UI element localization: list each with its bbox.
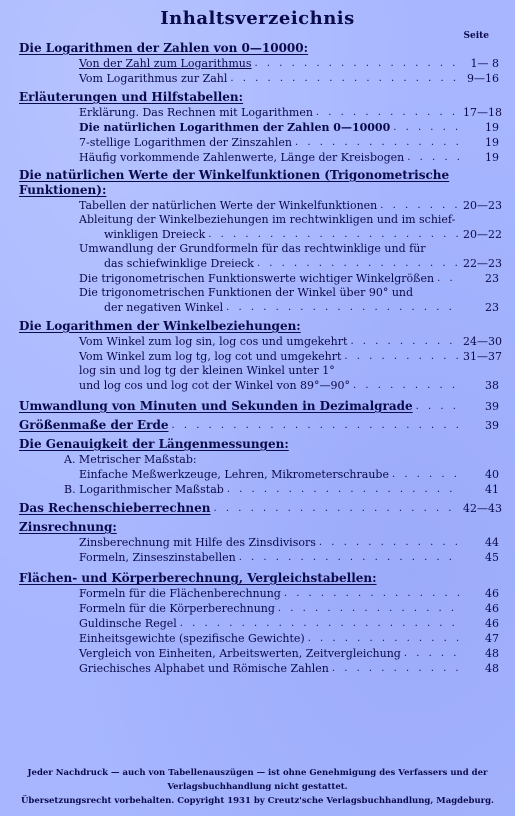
- toc-entry-page: 39: [485, 400, 499, 413]
- toc-entry-page: 48: [485, 647, 499, 660]
- page-column-label: Seite: [463, 31, 489, 41]
- toc-entry-page: 17—18: [463, 106, 502, 119]
- toc-entry[interactable]: [19, 661, 499, 676]
- toc-entry[interactable]: [19, 616, 499, 631]
- toc-entry-page: 44: [485, 536, 499, 549]
- toc-entry-page: 47: [485, 632, 499, 645]
- toc-entry-text: Tabellen der natürlichen Werte der Winkelfunktionen: [79, 199, 378, 212]
- toc-entry[interactable]: [19, 242, 502, 271]
- toc-entry-page: 46: [485, 617, 499, 630]
- toc-entry[interactable]: [19, 71, 499, 86]
- toc-entry-text: Vom Winkel zum log tg, log cot und umgekehrt: [79, 350, 342, 363]
- leader-dots: [380, 198, 460, 213]
- toc-entry-text: Einfache Meßwerkzeuge, Lehren, Mikrometerschraube: [79, 468, 389, 481]
- toc-entry[interactable]: [19, 467, 499, 482]
- toc-entry-text: Formeln für die Flächenberechnung: [79, 587, 281, 600]
- toc-entry[interactable]: [19, 105, 502, 120]
- toc-section-heading[interactable]: Zinsrechnung:: [19, 520, 117, 534]
- footer-line: Jeder Nachdruck — auch von Tabellenauszügen — ist ohne Genehmigung des Verfassers und der: [27, 768, 488, 778]
- leader-dots: [295, 135, 460, 150]
- toc-entry-page: 31—37: [463, 350, 502, 363]
- toc-entry-text: Die natürlichen Logarithmen der Zahlen 0—10000: [79, 121, 391, 134]
- toc-entry[interactable]: [19, 120, 499, 135]
- toc-entry[interactable]: [19, 198, 502, 213]
- leader-dots: [319, 535, 460, 550]
- leader-dots: [407, 150, 460, 165]
- leader-dots: [353, 378, 460, 393]
- leader-dots: [350, 334, 460, 349]
- toc-entry-text: Vom Logarithmus zur Zahl: [79, 72, 228, 85]
- toc-entry-page: 1— 8: [470, 57, 499, 70]
- leader-dots: [239, 550, 460, 565]
- copyright-footer: [14, 766, 501, 808]
- toc-entry[interactable]: [19, 213, 502, 242]
- toc-entry-page: 39: [485, 419, 499, 432]
- toc-entry[interactable]: [19, 271, 499, 286]
- toc-heading-line: Funktionen):: [19, 183, 107, 197]
- toc-entry-page: 40: [485, 468, 499, 481]
- toc-entry-text: der negativen Winkel: [104, 301, 224, 314]
- leader-dots: [226, 300, 460, 315]
- toc-entry[interactable]: [19, 586, 499, 601]
- leader-dots: [278, 601, 460, 616]
- leader-dots: [316, 105, 460, 120]
- toc-entry[interactable]: [19, 500, 502, 516]
- toc-section-heading: Größenmaße der Erde: [19, 418, 169, 432]
- leader-dots: [404, 646, 460, 661]
- leader-dots: [332, 661, 460, 676]
- toc-entry-page: 48: [485, 662, 499, 675]
- toc-entry-page: 38: [485, 379, 499, 392]
- toc-section-heading[interactable]: Die Logarithmen der Winkelbeziehungen:: [19, 319, 301, 333]
- toc-entry-text: Umwandlung der Grundformeln für das rechtwinklige und für: [79, 242, 426, 255]
- toc-entry[interactable]: [19, 349, 502, 364]
- toc-entry-text: Vergleich von Einheiten, Arbeitswerten, Zeitvergleichung: [79, 647, 401, 660]
- toc-entry[interactable]: [19, 398, 499, 414]
- toc-entry-text: und log cos und log cot der Winkel von 89°—90°: [79, 379, 351, 392]
- toc-section-heading: Das Rechenschieberrechnen: [19, 501, 211, 515]
- toc-entry-page: 23: [485, 301, 499, 314]
- leader-dots: [257, 256, 460, 271]
- toc-entry[interactable]: [19, 601, 499, 616]
- leader-dots: [308, 631, 460, 646]
- toc-entry[interactable]: [19, 150, 499, 165]
- toc-section-heading[interactable]: Die Logarithmen der Zahlen von 0—10000:: [19, 41, 309, 55]
- leader-dots: [392, 467, 460, 482]
- toc-entry[interactable]: [19, 535, 499, 550]
- toc-entry-text: Einheitsgewichte (spezifische Gewichte): [79, 632, 305, 645]
- toc-entry-page: 22—23: [463, 257, 502, 270]
- toc-entry-text: log sin und log tg der kleinen Winkel unter 1°: [79, 364, 335, 377]
- toc-entry-page: 24—30: [463, 335, 502, 348]
- toc-entry[interactable]: [19, 550, 499, 565]
- toc-entry-page: 19: [485, 136, 499, 149]
- toc-entry[interactable]: [19, 334, 502, 349]
- toc-entry-text: Ableitung der Winkelbeziehungen im rechtwinkligen und im schief-: [79, 213, 456, 226]
- leader-dots: [208, 227, 460, 242]
- toc-section-heading: Umwandlung von Minuten und Sekunden in Dezimalgrade: [19, 399, 413, 413]
- toc-entry-text: 7-stellige Logarithmen der Zinszahlen: [79, 136, 292, 149]
- toc-entry-text: Formeln für die Körperberechnung: [79, 602, 275, 615]
- toc-entry-text: Formeln, Zinseszinstabellen: [79, 551, 236, 564]
- toc-entry-page: 41: [485, 483, 499, 496]
- toc-subheading: A. Metrischer Maßstab:: [64, 453, 197, 466]
- toc-entry-text: Von der Zahl zum Logarithmus: [79, 57, 252, 70]
- toc-entry-page: 19: [485, 151, 499, 164]
- leader-dots: [230, 71, 460, 86]
- toc-section-heading[interactable]: Die Genauigkeit der Längenmessungen:: [19, 437, 289, 451]
- page-title: Inhaltsverzeichnis: [160, 8, 355, 29]
- toc-entry[interactable]: [19, 646, 499, 661]
- toc-entry[interactable]: [19, 364, 499, 393]
- toc-entry-text: Die trigonometrischen Funktionswerte wichtiger Winkelgrößen: [79, 272, 435, 285]
- toc-entry-page: 23: [485, 272, 499, 285]
- leader-dots: [227, 482, 460, 497]
- toc-entry[interactable]: [19, 286, 499, 315]
- leader-dots: [255, 56, 460, 71]
- leader-dots: [284, 586, 460, 601]
- leader-dots: [437, 271, 460, 286]
- toc-entry[interactable]: [19, 417, 499, 433]
- toc-section-heading[interactable]: Erläuterungen und Hilfstabellen:: [19, 90, 244, 104]
- leader-dots: [393, 120, 460, 135]
- toc-entry-page: 20—22: [463, 228, 502, 241]
- toc-entry-text: Griechisches Alphabet und Römische Zahlen: [79, 662, 329, 675]
- toc-entry-page: 46: [485, 602, 499, 615]
- toc-entry-text: Vom Winkel zum log sin, log cos und umgekehrt: [79, 335, 348, 348]
- footer-line: Übersetzungsrecht vorbehalten. Copyright 1931 by Creutz'sche Verlagsbuchhandlung, Magdeburg.: [21, 796, 494, 806]
- toc-entry-text: Erklärung. Das Rechnen mit Logarithmen: [79, 106, 313, 119]
- toc-entry-text: winkligen Dreieck: [104, 228, 206, 241]
- toc-entry-page: 46: [485, 587, 499, 600]
- toc-entry[interactable]: [19, 56, 499, 71]
- toc-entry-page: 45: [485, 551, 499, 564]
- toc-section-heading[interactable]: [19, 168, 499, 198]
- table-of-contents: [19, 40, 502, 676]
- toc-entry-text: Häufig vorkommende Zahlenwerte, Länge der Kreisbogen: [79, 151, 405, 164]
- toc-entry-text: Zinsberechnung mit Hilfe des Zinsdivisors: [79, 536, 316, 549]
- toc-entry-text: Guldinsche Regel: [79, 617, 177, 630]
- toc-entry[interactable]: [19, 631, 499, 646]
- toc-entry-text: das schiefwinklige Dreieck: [104, 257, 254, 270]
- toc-entry-text: B. Logarithmischer Maßstab: [64, 483, 224, 496]
- footer-line: Verlagsbuchhandlung nicht gestattet.: [167, 782, 348, 792]
- toc-entry-text: Die trigonometrischen Funktionen der Winkel über 90° und: [79, 286, 414, 299]
- leader-dots: [416, 399, 460, 414]
- leader-dots: [344, 349, 460, 364]
- toc-entry-page: 19: [485, 121, 499, 134]
- toc-entry-page: 20—23: [463, 199, 502, 212]
- leader-dots: [180, 616, 460, 631]
- toc-entry-page: 42—43: [463, 502, 502, 515]
- toc-entry-page: 9—16: [467, 72, 499, 85]
- toc-entry[interactable]: [19, 482, 499, 497]
- toc-section-heading[interactable]: Flächen- und Körperberechnung, Vergleichstabellen:: [19, 571, 377, 585]
- toc-heading-line: Die natürlichen Werte der Winkelfunktionen (Trigonometrische: [19, 168, 450, 182]
- leader-dots: [171, 418, 460, 433]
- leader-dots: [214, 501, 460, 516]
- toc-entry[interactable]: [19, 135, 499, 150]
